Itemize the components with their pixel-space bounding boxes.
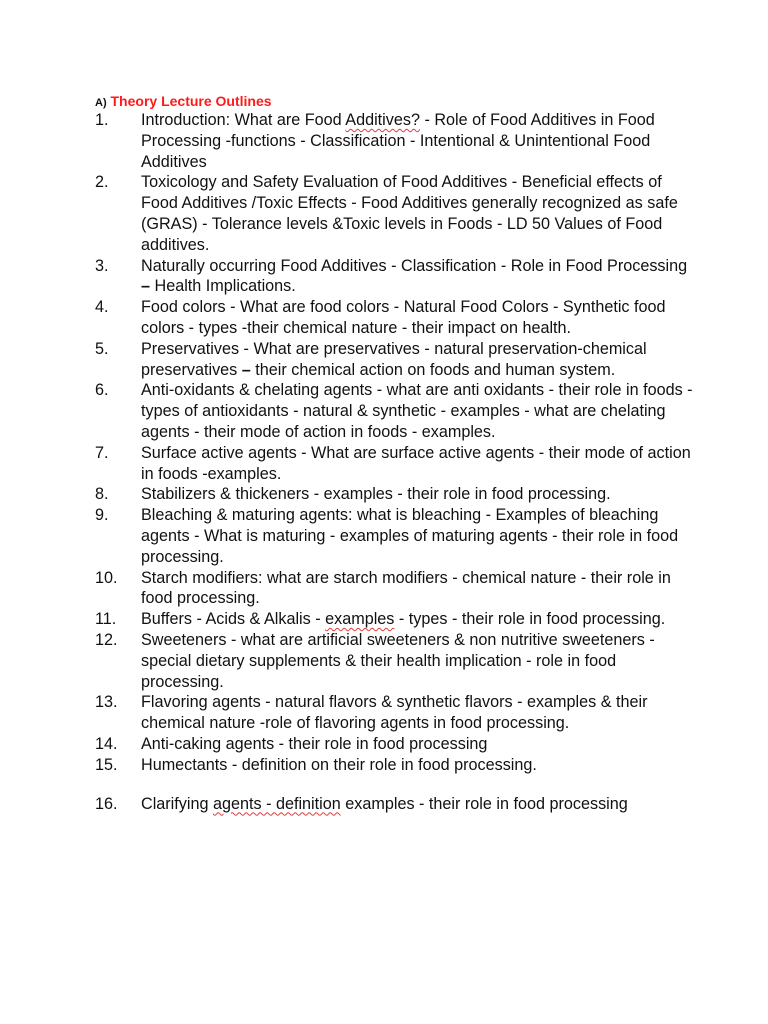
outline-item — [95, 755, 695, 776]
outline-item — [95, 339, 695, 381]
outline-item — [95, 484, 695, 505]
spellcheck-flagged-text: agents - definition — [212, 794, 341, 813]
item-text — [141, 380, 695, 442]
item-text-segment: Anti-caking agents - their role in food processing — [141, 734, 488, 753]
item-text — [141, 692, 695, 734]
item-text-segment: Surface active agents - What are surface active agents - their mode of action in foods -examples. — [141, 443, 691, 483]
outline-item — [95, 568, 695, 610]
item-text — [141, 339, 695, 381]
item-number: 6. — [95, 381, 109, 400]
item-text-segment: Starch modifiers: what are starch modifiers - chemical nature - their role in food processing. — [141, 568, 671, 608]
item-text — [141, 256, 695, 298]
item-number: 2. — [95, 173, 109, 192]
item-text — [141, 297, 695, 339]
item-number: 11. — [95, 610, 117, 629]
outline-item — [95, 443, 695, 485]
item-text-segment: Sweeteners - what are artificial sweeteners & non nutritive sweeteners - special dietary supplements & their health implication - role in food processing. — [141, 630, 655, 691]
outline-item — [95, 256, 695, 298]
item-text-segment: Bleaching & maturing agents: what is bleaching - Examples of bleaching agents - What is maturing - examples of maturing agents - their role in food processing. — [141, 506, 679, 566]
item-text-segment: Naturally occurring Food Additives - Classification - Role in Food Processing — [141, 256, 688, 275]
outline-item — [95, 609, 695, 630]
item-number: 13. — [95, 693, 118, 712]
item-number: 8. — [95, 485, 109, 504]
item-text-segment: Introduction: What are Food — [141, 111, 346, 129]
item-text-segment: Clarifying — [141, 794, 213, 813]
item-text — [141, 484, 695, 505]
item-text-segment: Preservatives - What are preservatives - natural preservation-chemical preservatives — [141, 339, 647, 379]
item-number: 15. — [95, 755, 118, 774]
lecture-outline-list — [95, 110, 695, 814]
section-heading — [95, 92, 272, 112]
item-dash: – — [141, 277, 151, 296]
item-dash: – — [241, 360, 251, 379]
outline-item — [95, 692, 695, 734]
item-text-segment: Buffers - Acids & Alkalis - — [141, 610, 326, 629]
section-title: Theory Lecture Outlines — [110, 93, 272, 109]
item-text-segment: - Role of Food Additives in Food Processing -functions - Classification - Intentional & Unintentional Food Additives — [141, 111, 655, 171]
item-number: 5. — [95, 339, 109, 358]
outline-item — [95, 734, 695, 755]
item-text — [141, 172, 695, 255]
item-text — [141, 609, 695, 630]
item-number: 10. — [95, 568, 118, 587]
outline-item — [95, 794, 695, 815]
item-number: 3. — [95, 256, 109, 275]
outline-item — [95, 380, 695, 442]
item-text — [141, 755, 695, 776]
outline-item — [95, 297, 695, 339]
item-number: 9. — [95, 506, 109, 525]
item-number: 1. — [95, 111, 109, 129]
spellcheck-flagged-text: examples — [325, 610, 395, 629]
item-number: 12. — [95, 630, 118, 649]
item-text-segment: their chemical action on foods and human system. — [250, 360, 616, 379]
spellcheck-flagged-text: Additives? — [345, 111, 420, 129]
outline-item — [95, 505, 695, 567]
item-text — [141, 443, 695, 485]
item-text-segment: Food colors - What are food colors - Natural Food Colors - Synthetic food colors - types -their chemical nature - their impact on health. — [141, 298, 666, 337]
item-text-segment: Flavoring agents - natural flavors & synthetic flavors - examples & their chemical nature -role of flavoring agents in food processing. — [141, 693, 648, 733]
item-text — [141, 505, 695, 567]
item-number: 7. — [95, 443, 109, 462]
item-text — [141, 734, 695, 755]
item-number: 4. — [95, 298, 109, 317]
item-text — [141, 568, 695, 610]
item-number: 16. — [95, 794, 118, 813]
item-text-segment: Toxicology and Safety Evaluation of Food Additives - Beneficial effects of Food Additives /Toxic Effects - Food Additives generally recognized as safe (GRAS) - Tolerance levels &Toxic levels in Foods - LD 50 Values of Food additives. — [141, 173, 678, 254]
item-text-segment: - types - their role in food processing. — [394, 610, 666, 629]
item-text-segment: Stabilizers & thickeners - examples - their role in food processing. — [141, 485, 611, 504]
outline-item — [95, 630, 695, 692]
outline-item — [95, 172, 695, 255]
section-prefix: A) — [95, 97, 107, 109]
outline-item — [95, 110, 695, 172]
item-text-segment: Health Implications. — [150, 277, 296, 296]
item-text — [141, 630, 695, 692]
item-text-segment: examples - their role in food processing — [340, 794, 628, 813]
item-text-segment: Humectants - definition on their role in food processing. — [141, 755, 537, 774]
item-text — [141, 794, 695, 815]
item-text-segment: Anti-oxidants & chelating agents - what are anti oxidants - their role in foods - types of antioxidants - natural & synthetic - examples - what are chelating agents - their mode of action in foods - examples. — [141, 381, 693, 441]
item-number: 14. — [95, 734, 118, 753]
item-text — [141, 110, 695, 172]
